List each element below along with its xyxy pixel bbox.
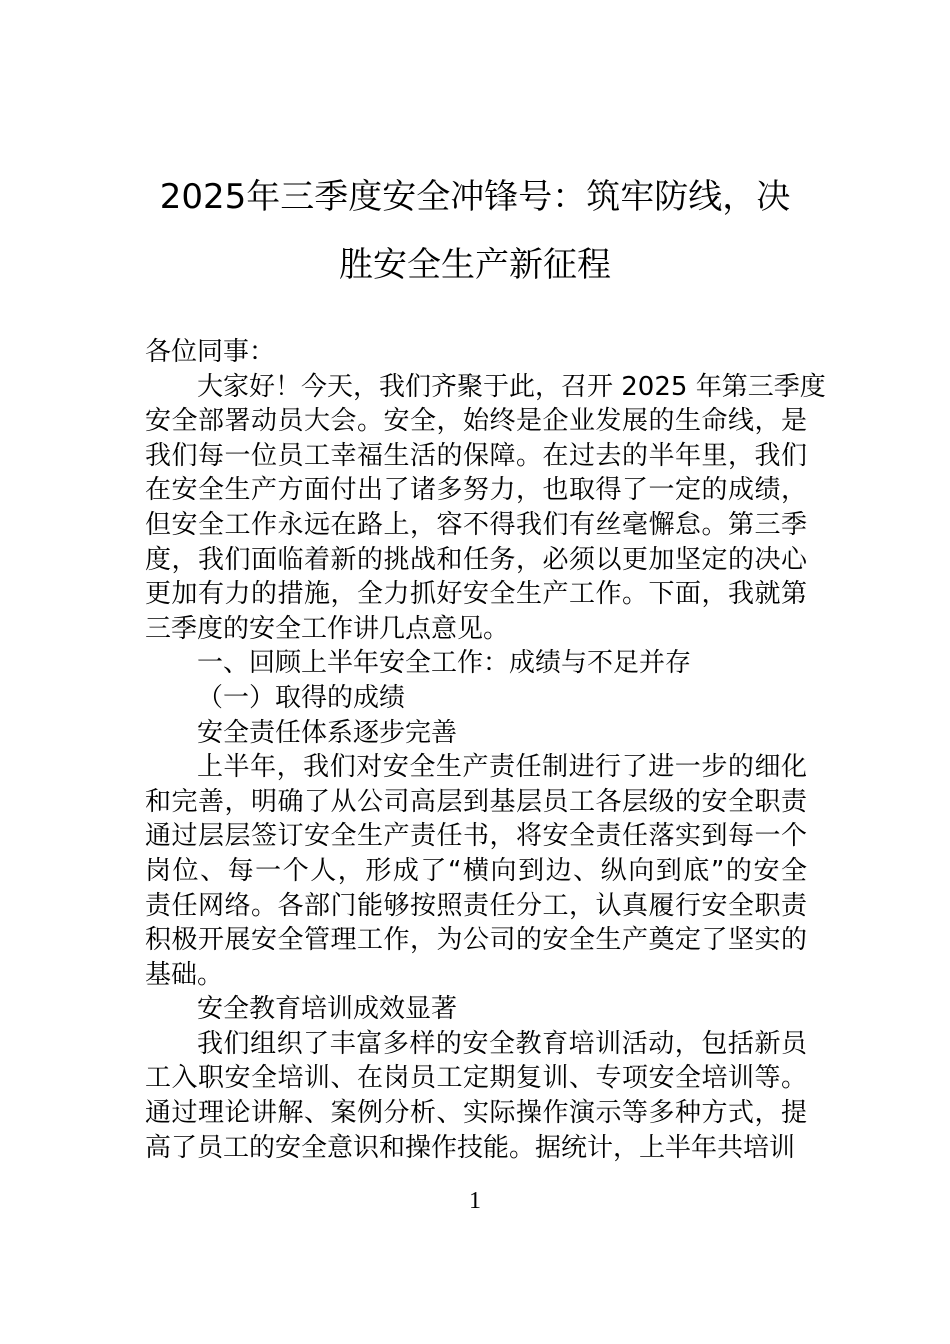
paragraph-line: 基础。 (145, 959, 224, 990)
paragraph-line: 安全部署动员大会。安全，始终是企业发展的生命线，是 (145, 406, 807, 437)
paragraph-line: 积极开展安全管理工作，为公司的安全生产奠定了坚实的 (145, 925, 807, 956)
paragraph-line: 三季度的安全工作讲几点意见。 (145, 613, 510, 644)
title-line-1: 2025年三季度安全冲锋号：筑牢防线，决 (159, 177, 791, 217)
paragraph-line: 和完善，明确了从公司高层到基层员工各层级的安全职责 (145, 786, 807, 817)
paragraph-line: 但安全工作永远在路上，容不得我们有丝毫懈怠。第三季 (145, 509, 807, 540)
paragraph-line: 通过理论讲解、案例分析、实际操作演示等多种方式，提 (145, 1098, 807, 1129)
paragraph-line: 工入职安全培训、在岗员工定期复训、专项安全培训等。 (145, 1063, 807, 1094)
paragraph-line: 通过层层签订安全生产责任书，将安全责任落实到每一个 (145, 821, 807, 852)
paragraph-line: 岗位、每一个人，形成了“横向到边、纵向到底”的安全 (145, 855, 807, 886)
paragraph-line: 大家好！今天，我们齐聚于此，召开 2025 年第三季度 (197, 371, 826, 402)
page-number: 1 (469, 1188, 481, 1214)
document-body (145, 335, 826, 1165)
paragraph-line: 更加有力的措施，全力抓好安全生产工作。下面，我就第 (145, 579, 807, 610)
paragraph-line: 上半年，我们对安全生产责任制进行了进一步的细化 (197, 752, 807, 783)
paragraph-line: 一、回顾上半年安全工作：成绩与不足并存 (197, 648, 692, 679)
paragraph-line: 我们每一位员工幸福生活的保障。在过去的半年里，我们 (145, 440, 807, 471)
paragraph-line: 高了员工的安全意识和操作技能。据统计，上半年共培训 (145, 1132, 796, 1163)
paragraph-line: 安全教育培训成效显著 (197, 994, 458, 1025)
paragraph-line: 我们组织了丰富多样的安全教育培训活动，包括新员 (197, 1028, 807, 1059)
paragraph-line: 在安全生产方面付出了诸多努力，也取得了一定的成绩， (145, 475, 807, 506)
document-title (100, 163, 850, 299)
paragraph-line: 度，我们面临着新的挑战和任务，必须以更加坚定的决心 (145, 544, 807, 575)
paragraph-line: 安全责任体系逐步完善 (197, 717, 458, 748)
title-line-2: 胜安全生产新征程 (339, 245, 611, 285)
paragraph-line: （一）取得的成绩 (197, 682, 406, 713)
salutation: 各位同事： (145, 337, 276, 367)
paragraph-line: 责任网络。各部门能够按照责任分工，认真履行安全职责 (145, 890, 807, 921)
